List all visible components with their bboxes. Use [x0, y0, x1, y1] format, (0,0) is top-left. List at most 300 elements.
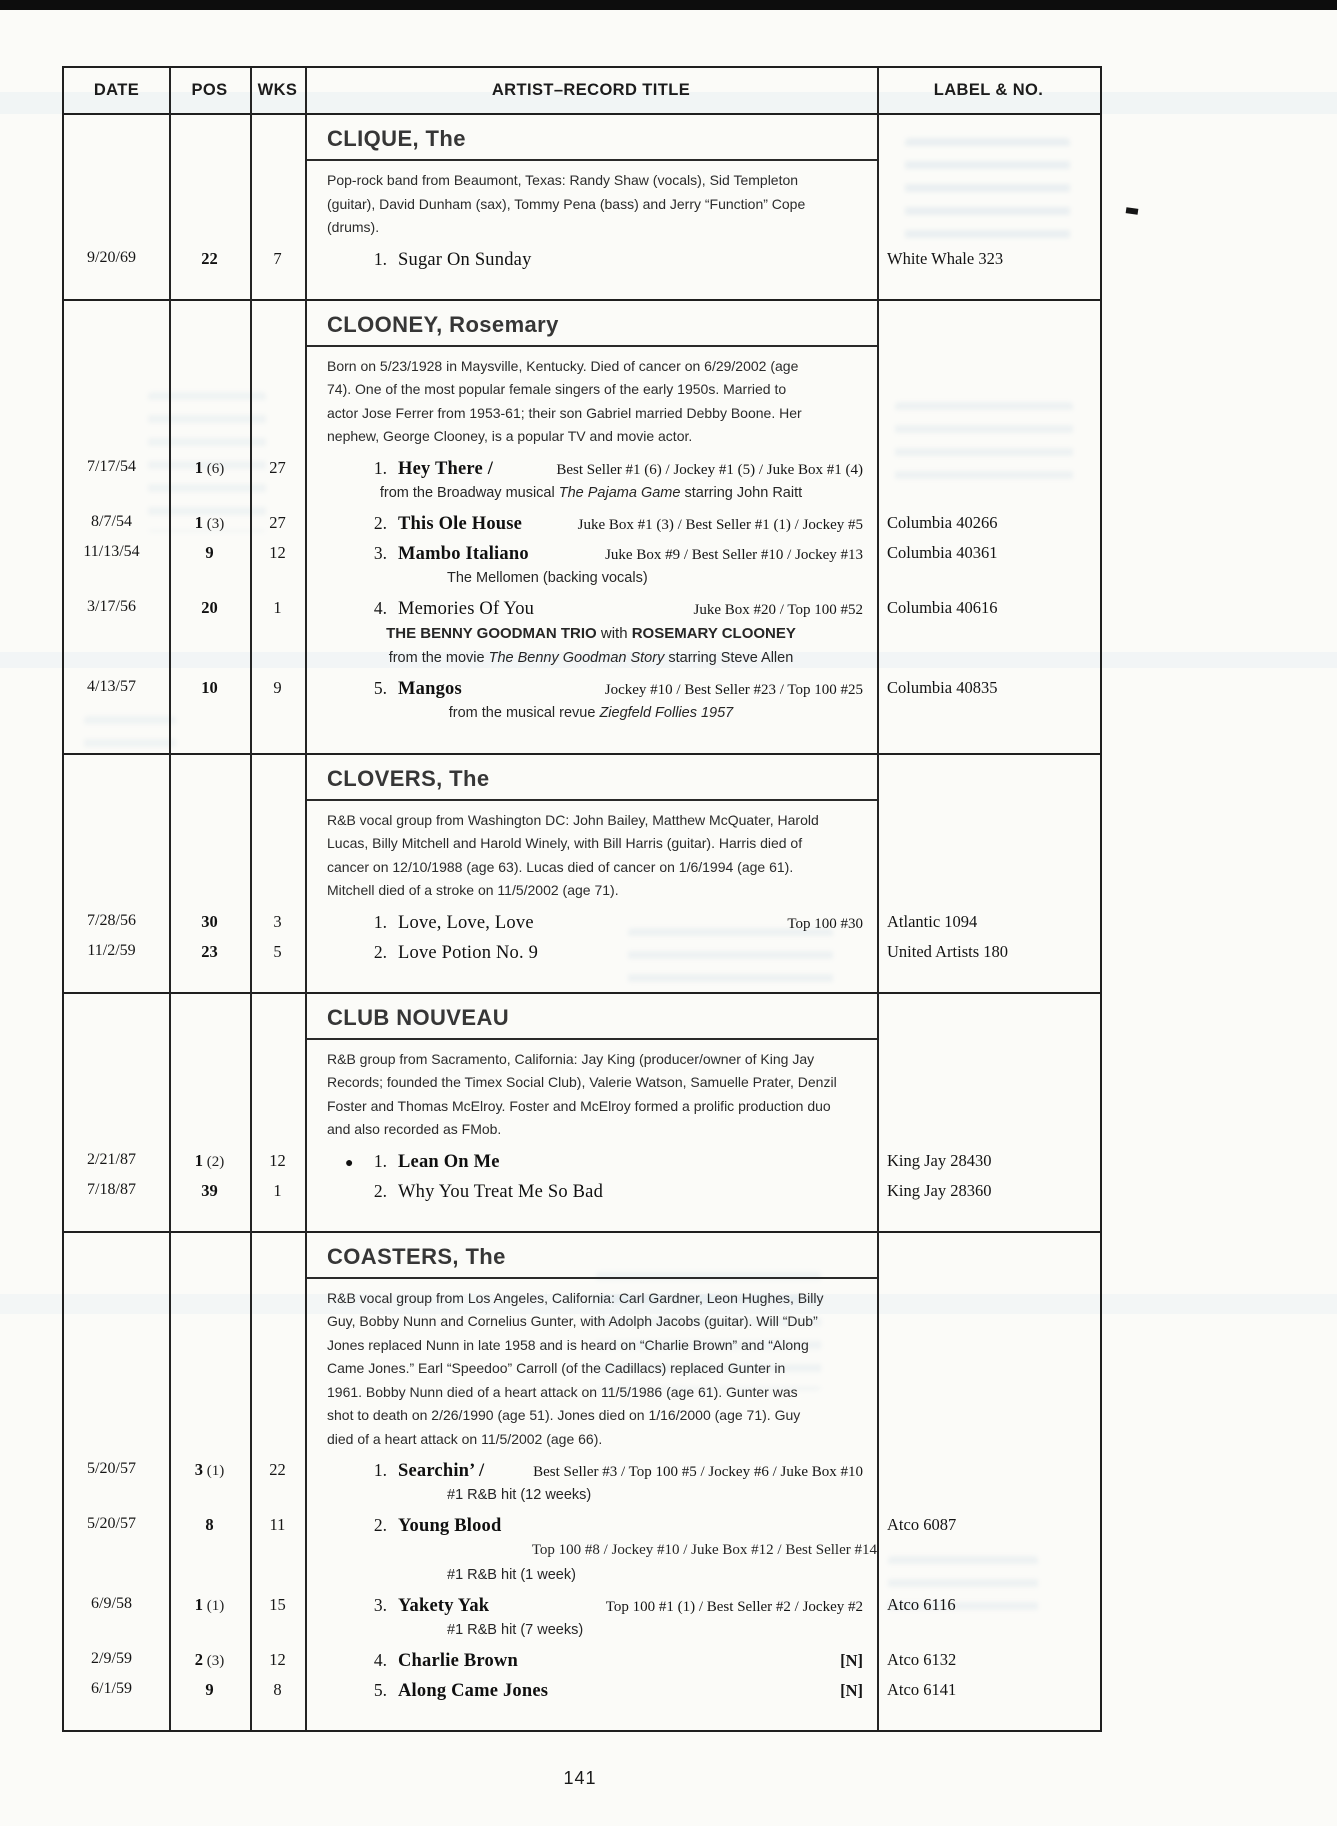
subline-segment: Top 100 #8 / Jockey #10 / Juke Box #12 / Best Seller #14 — [531, 1542, 877, 1558]
wks-cell — [250, 301, 305, 347]
entry-peak-position: 10 — [201, 677, 218, 697]
subline-segment: #1 R&B hit (7 weeks) — [447, 1622, 584, 1638]
subline-segment: The Benny Goodman Story — [488, 649, 665, 666]
entry-weeks-charted: 22 — [269, 1460, 286, 1479]
artist-cell — [305, 1151, 877, 1173]
song-title: Searchin’ / — [398, 1461, 485, 1481]
subline-segment: The Pajama Game — [558, 484, 681, 501]
record-label-number: Atco 6132 — [887, 1650, 957, 1669]
wks-cell — [250, 458, 305, 480]
label-cell — [877, 543, 1100, 565]
chart-positions: Best Seller #1 (6) / Jockey #1 (5) / Juke Box #1 (4) — [556, 461, 863, 478]
pos-cell — [169, 249, 250, 271]
chart-positions: Best Seller #3 / Top 100 #5 / Jockey #6 / Juke Box #10 — [533, 1464, 863, 1480]
wks-cell — [250, 1595, 305, 1617]
artist-section — [64, 753, 1100, 992]
date-cell — [64, 801, 169, 906]
label-cell — [877, 1680, 1100, 1702]
wks-cell — [250, 1564, 305, 1587]
artist-band-row — [64, 301, 1100, 347]
artist-cell — [305, 994, 877, 1040]
song-title: This Ole House — [398, 513, 523, 534]
date-cell — [64, 347, 169, 452]
entry-row — [64, 672, 1100, 702]
pos-cell — [169, 755, 250, 801]
artist-cell — [305, 1595, 877, 1617]
artist-cell — [305, 482, 877, 505]
subline-segment: starring Steve Allen — [664, 649, 794, 666]
wks-cell — [250, 513, 305, 535]
entry-number: 2. — [373, 512, 387, 533]
novelty-tag: [N] — [840, 1651, 863, 1670]
pos-cell — [169, 1233, 250, 1279]
wks-cell — [250, 115, 305, 161]
artist-cell — [305, 598, 877, 620]
column-header-date: DATE — [93, 81, 140, 99]
entry-weeks-charted: 5 — [273, 941, 282, 961]
entry-date: 2/21/87 — [87, 1150, 136, 1168]
artist-cell — [305, 1233, 877, 1279]
entry-peak-position: 1 — [194, 1595, 203, 1614]
bio-line: cancer on 12/10/1988 (age 63). Lucas died of cancer on 1/6/1994 (age 61). — [327, 858, 794, 875]
record-label-number: Atco 6141 — [887, 1680, 957, 1699]
date-cell — [64, 513, 169, 535]
entry-subline-row — [64, 647, 1100, 672]
artist-cell — [305, 161, 877, 243]
wks-cell — [250, 1515, 305, 1537]
label-cell — [877, 347, 1100, 452]
column-divider-line — [877, 68, 879, 1730]
entry-weeks-charted: 1 — [273, 1180, 282, 1200]
artist-cell — [305, 458, 877, 480]
column-header-label-no: LABEL & NO. — [933, 81, 1044, 99]
bio-line: Guy, Bobby Nunn and Cornelius Gunter, with Adolph Jacobs (guitar). Will “Dub” — [327, 1313, 818, 1329]
artist-cell — [305, 755, 877, 801]
wks-cell — [250, 249, 305, 271]
date-cell — [64, 598, 169, 620]
artist-section — [64, 1231, 1100, 1731]
date-cell — [64, 1650, 169, 1672]
subline-segment: #1 R&B hit (12 weeks) — [447, 1487, 592, 1503]
artist-cell — [305, 702, 877, 725]
song-title: Memories Of You — [398, 598, 535, 619]
artist-cell — [305, 543, 877, 565]
artist-name: CLOVERS, The — [327, 765, 490, 791]
wks-cell — [250, 994, 305, 1040]
record-label-number: Atco 6087 — [887, 1515, 957, 1534]
entry-row — [64, 452, 1100, 482]
bio-line: Records; founded the Timex Social Club), Valerie Watson, Samuelle Prater, Denzil — [327, 1074, 837, 1090]
label-cell — [877, 598, 1100, 620]
entry-number: 2. — [373, 941, 387, 962]
label-cell — [877, 567, 1100, 590]
label-cell — [877, 301, 1100, 347]
entry-weeks-charted: 11 — [269, 1515, 286, 1534]
date-cell — [64, 1619, 169, 1642]
wks-cell — [250, 567, 305, 590]
entry-date: 4/13/57 — [87, 677, 136, 695]
entry-number: 3. — [373, 542, 387, 563]
date-cell — [64, 1564, 169, 1587]
bio-line: Lucas, Billy Mitchell and Harold Winely, with Bill Harris (guitar). Harris died of — [327, 835, 803, 851]
song-title: Mangos — [398, 678, 462, 699]
pos-cell — [169, 1564, 250, 1587]
wks-cell — [250, 622, 305, 645]
date-cell — [64, 1484, 169, 1507]
record-label-number: United Artists 180 — [887, 941, 1009, 961]
pos-cell — [169, 567, 250, 590]
wks-cell — [250, 942, 305, 964]
date-cell — [64, 1233, 169, 1279]
entry-number: 4. — [373, 1650, 387, 1670]
artist-bio-row — [64, 161, 1100, 243]
artist-section — [64, 992, 1100, 1231]
artist-cell — [305, 801, 877, 906]
wks-cell — [250, 347, 305, 452]
wks-cell — [250, 1040, 305, 1145]
artist-section — [64, 115, 1100, 299]
pos-cell — [169, 1650, 250, 1672]
artist-band-row — [64, 994, 1100, 1040]
entry-peak-position: 2 — [194, 1650, 203, 1669]
artist-band-row — [64, 755, 1100, 801]
pos-cell — [169, 1181, 250, 1203]
artist-cell — [305, 1279, 877, 1455]
artist-bio-row — [64, 347, 1100, 452]
date-cell — [64, 543, 169, 565]
label-cell — [877, 249, 1100, 271]
artist-cell — [305, 1539, 877, 1562]
date-cell — [64, 1460, 169, 1482]
date-cell — [64, 482, 169, 505]
date-cell — [64, 647, 169, 670]
song-title: Why You Treat Me So Bad — [398, 1181, 604, 1202]
entry-peak-position: 1 — [194, 512, 203, 532]
bio-line: R&B group from Sacramento, California: Jay King (producer/owner of King Jay — [327, 1050, 815, 1067]
entry-subline-row — [64, 1564, 1100, 1589]
label-cell — [877, 994, 1100, 1040]
artist-cell — [305, 942, 877, 964]
wks-cell — [250, 1650, 305, 1672]
date-cell — [64, 702, 169, 725]
novelty-tag: [N] — [840, 1681, 863, 1700]
wks-cell — [250, 543, 305, 565]
pos-cell — [169, 1151, 250, 1173]
page-number: 141 — [563, 1768, 597, 1788]
date-cell — [64, 1151, 169, 1173]
entry-weeks-charted: 8 — [273, 1680, 282, 1699]
entry-peak-position: 8 — [205, 1515, 214, 1534]
entry-subline-row — [64, 622, 1100, 647]
chart-table — [62, 66, 1102, 1732]
date-cell — [64, 912, 169, 934]
scan-edge-artifact — [0, 0, 1337, 10]
pos-cell — [169, 942, 250, 964]
entry-subline-row — [64, 702, 1100, 727]
bio-line: nephew, George Clooney, is a popular TV and movie actor. — [327, 428, 693, 444]
artist-cell — [305, 567, 877, 590]
date-cell — [64, 1515, 169, 1537]
entry-number: 5. — [373, 677, 387, 698]
subline-segment: from the Broadway musical — [379, 484, 559, 501]
song-title: Lean On Me — [398, 1151, 500, 1172]
column-header-artist-record-title: ARTIST–RECORD TITLE — [491, 81, 691, 99]
entry-weeks-charted: 12 — [269, 1150, 286, 1170]
entry-date: 11/2/59 — [87, 941, 136, 959]
entry-weeks-charted: 15 — [269, 1595, 286, 1614]
entry-subline — [305, 702, 897, 725]
label-cell — [877, 161, 1100, 243]
artist-name: CLOONEY, Rosemary — [327, 311, 559, 337]
entry-peak-position: 22 — [201, 248, 218, 268]
record-label-number: King Jay 28430 — [887, 1150, 992, 1170]
pos-cell — [169, 1279, 250, 1455]
chart-positions: Jockey #10 / Best Seller #23 / Top 100 #25 — [604, 681, 863, 698]
artist-cell — [305, 647, 877, 670]
artist-bio-row — [64, 1040, 1100, 1145]
entry-date: 7/17/54 — [87, 457, 136, 475]
artist-name: CLIQUE, The — [327, 126, 466, 151]
bio-line: 74). One of the most popular female singers of the early 1950s. Married to — [327, 381, 787, 397]
entry-date: 8/7/54 — [91, 512, 132, 530]
label-cell — [877, 1650, 1100, 1672]
column-divider-line — [250, 68, 252, 1730]
label-cell — [877, 482, 1100, 505]
artist-cell — [305, 622, 877, 645]
date-cell — [64, 755, 169, 801]
subline-segment: from the movie — [388, 649, 489, 666]
record-label-number: Columbia 40835 — [887, 677, 998, 697]
date-cell — [64, 458, 169, 480]
label-cell — [877, 678, 1100, 700]
pos-cell — [169, 513, 250, 535]
artist-cell — [305, 1619, 877, 1642]
pos-cell — [169, 301, 250, 347]
artist-cell — [305, 1680, 877, 1702]
wks-cell — [250, 1233, 305, 1279]
pos-cell — [169, 1484, 250, 1507]
entry-row — [64, 1454, 1100, 1484]
bio-line: 1961. Bobby Nunn died of a heart attack on 11/5/1986 (age 61). Gunter was — [327, 1383, 798, 1400]
record-label-number: Columbia 40266 — [887, 512, 998, 532]
column-divider-line — [169, 68, 171, 1730]
subline-segment: THE BENNY GOODMAN TRIO — [386, 624, 597, 642]
label-cell — [877, 513, 1100, 535]
bio-line: Came Jones.” Earl “Speedoo” Carroll (of the Cadillacs) replaced Gunter in — [327, 1360, 786, 1376]
subline-segment: The Mellomen (backing vocals) — [447, 569, 648, 586]
entry-date: 7/28/56 — [87, 911, 136, 929]
bio-line: Born on 5/23/1928 in Maysville, Kentucky. Died of cancer on 6/29/2002 (age — [327, 357, 799, 374]
artist-cell — [305, 513, 877, 535]
chart-positions: Juke Box #20 / Top 100 #52 — [693, 601, 863, 618]
gold-record-bullet-icon: ● — [345, 1153, 354, 1170]
entry-peak-weeks: (1) — [203, 1463, 225, 1479]
entry-subline — [305, 647, 897, 670]
entry-date: 11/13/54 — [83, 542, 140, 560]
pos-cell — [169, 647, 250, 670]
subline-segment: ROSEMARY CLOONEY — [631, 624, 796, 642]
date-cell — [64, 249, 169, 271]
label-cell — [877, 1460, 1100, 1482]
date-cell — [64, 942, 169, 964]
pos-cell — [169, 678, 250, 700]
label-cell — [877, 1564, 1100, 1587]
entry-weeks-charted: 27 — [269, 457, 286, 477]
song-title: Love, Love, Love — [398, 912, 534, 933]
column-divider-line — [305, 68, 307, 1730]
entry-number: 5. — [373, 1680, 387, 1700]
table-header-row — [64, 68, 1100, 115]
scan-edge-artifact — [1126, 207, 1139, 215]
bio-line: Foster and Thomas McElroy. Foster and McElroy formed a prolific production duo — [327, 1097, 831, 1114]
artist-cell — [305, 912, 877, 934]
subline-segment: starring John Raitt — [680, 484, 803, 501]
pos-cell — [169, 1619, 250, 1642]
date-cell — [64, 1595, 169, 1617]
entry-weeks-charted: 27 — [269, 512, 286, 532]
entry-number: 4. — [373, 597, 387, 618]
artist-cell — [305, 347, 877, 452]
entry-subline-row — [64, 567, 1100, 592]
pos-cell — [169, 161, 250, 243]
pos-cell — [169, 1595, 250, 1617]
entry-peak-position: 39 — [201, 1180, 218, 1200]
artist-cell — [305, 1181, 877, 1203]
date-cell — [64, 1040, 169, 1145]
entry-row — [64, 936, 1100, 966]
artist-name: COASTERS, The — [327, 1243, 506, 1269]
record-label-number: Columbia 40361 — [887, 542, 998, 562]
entry-row — [64, 1175, 1100, 1205]
label-cell — [877, 1040, 1100, 1145]
bio-line: Pop-rock band from Beaumont, Texas: Randy Shaw (vocals), Sid Templeton — [327, 172, 799, 188]
artist-name: CLUB NOUVEAU — [327, 1004, 510, 1030]
pos-cell — [169, 1460, 250, 1482]
record-label-number: Atlantic 1094 — [887, 911, 978, 931]
label-cell — [877, 702, 1100, 725]
entry-peak-position: 1 — [194, 1150, 203, 1170]
song-title: Mambo Italiano — [398, 543, 529, 564]
entry-peak-position: 3 — [194, 1460, 203, 1479]
pos-cell — [169, 994, 250, 1040]
label-cell — [877, 1484, 1100, 1507]
pos-cell — [169, 622, 250, 645]
date-cell — [64, 1181, 169, 1203]
label-cell — [877, 115, 1100, 161]
entry-row — [64, 1145, 1100, 1175]
artist-cell — [305, 1484, 877, 1507]
wks-cell — [250, 801, 305, 906]
label-cell — [877, 647, 1100, 670]
column-header-pos: POS — [191, 81, 228, 99]
label-cell — [877, 1279, 1100, 1455]
entry-row — [64, 906, 1100, 936]
pos-cell — [169, 801, 250, 906]
date-cell — [64, 994, 169, 1040]
subline-segment: with — [596, 624, 632, 642]
wks-cell — [250, 702, 305, 725]
label-cell — [877, 912, 1100, 934]
artist-cell — [305, 249, 877, 271]
entry-row — [64, 1589, 1100, 1619]
label-cell — [877, 1515, 1100, 1537]
date-cell — [64, 678, 169, 700]
pos-cell — [169, 1680, 250, 1702]
entry-row — [64, 537, 1100, 567]
date-cell — [64, 161, 169, 243]
label-cell — [877, 1539, 1100, 1562]
wks-cell — [250, 647, 305, 670]
song-title: Along Came Jones — [398, 1681, 549, 1701]
pos-cell — [169, 598, 250, 620]
bio-line: R&B vocal group from Washington DC: John Bailey, Matthew McQuater, Harold — [327, 811, 819, 828]
entry-peak-weeks: (6) — [203, 460, 225, 477]
entry-date: 5/20/57 — [87, 1515, 136, 1532]
entry-number: 2. — [373, 1180, 387, 1201]
entry-row — [64, 1674, 1100, 1704]
artist-cell — [305, 1460, 877, 1482]
wks-cell — [250, 1680, 305, 1702]
entry-number: 1. — [373, 1460, 387, 1480]
entry-subline-row — [64, 482, 1100, 507]
artist-cell — [305, 1564, 877, 1587]
entry-peak-position: 30 — [201, 911, 218, 931]
entry-date: 3/17/56 — [87, 597, 136, 615]
chart-positions: Juke Box #9 / Best Seller #10 / Jockey #13 — [605, 546, 863, 563]
bio-line: shot to death on 2/26/1990 (age 51). Jones died on 1/16/2000 (age 71). Guy — [327, 1407, 801, 1423]
entry-weeks-charted: 12 — [269, 542, 286, 562]
bio-line: Jones replaced Nunn in late 1958 and is heard on “Charlie Brown” and “Along — [327, 1336, 809, 1353]
entry-number: 1. — [373, 911, 387, 932]
pos-cell — [169, 1040, 250, 1145]
song-title: Sugar On Sunday — [398, 249, 532, 270]
song-title: Young Blood — [398, 1516, 502, 1536]
artist-section — [64, 299, 1100, 753]
entry-number: 1. — [373, 1150, 387, 1171]
artist-band-row — [64, 115, 1100, 161]
bio-line: (drums). — [327, 219, 380, 235]
wks-cell — [250, 912, 305, 934]
entry-subline — [305, 482, 897, 505]
pos-cell — [169, 482, 250, 505]
entry-date: 2/9/59 — [91, 1650, 132, 1667]
entry-peak-position: 1 — [194, 457, 203, 477]
entry-row — [64, 507, 1100, 537]
record-label-number: King Jay 28360 — [887, 1180, 992, 1200]
label-cell — [877, 942, 1100, 964]
entry-subline — [305, 1539, 891, 1562]
entry-subline-row — [64, 1484, 1100, 1509]
entry-peak-position: 20 — [201, 597, 218, 617]
date-cell — [64, 622, 169, 645]
bio-line: Mitchell died of a stroke on 11/5/2002 (age 71). — [327, 882, 619, 898]
entry-weeks-charted: 3 — [273, 911, 282, 931]
entry-row — [64, 243, 1100, 273]
artist-bio-row — [64, 801, 1100, 906]
bio-line: and also recorded as FMob. — [327, 1121, 502, 1137]
wks-cell — [250, 678, 305, 700]
pos-cell — [169, 458, 250, 480]
wks-cell — [250, 482, 305, 505]
record-label-number: Columbia 40616 — [887, 597, 998, 617]
entry-peak-weeks: (1) — [203, 1598, 225, 1614]
entry-subline-row — [64, 1619, 1100, 1644]
record-label-number: Atco 6116 — [887, 1595, 956, 1614]
entry-number: 3. — [373, 1595, 387, 1615]
label-cell — [877, 801, 1100, 906]
label-cell — [877, 1181, 1100, 1203]
column-header-wks: WKS — [257, 81, 298, 99]
